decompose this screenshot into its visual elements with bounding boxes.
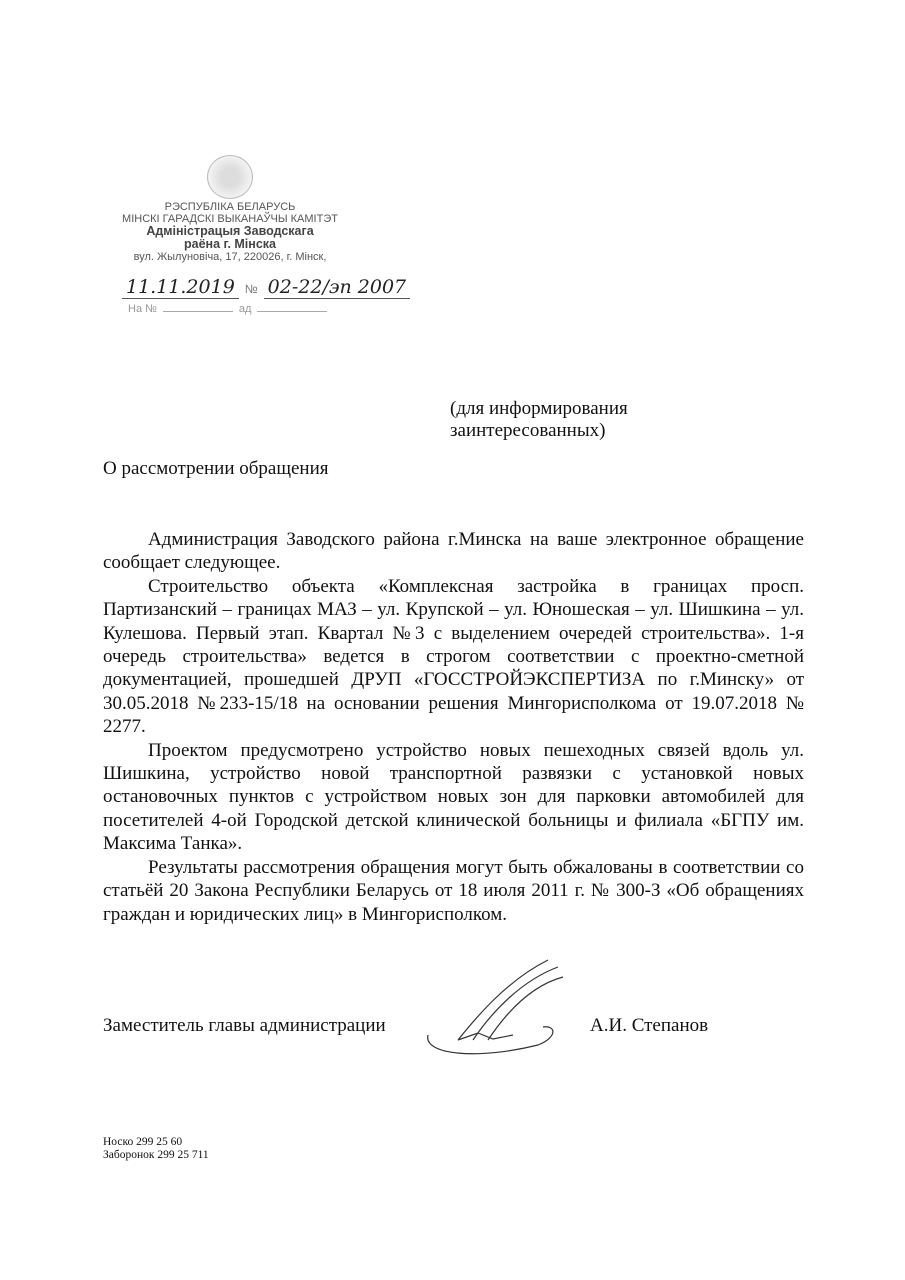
registration-line [122, 276, 410, 298]
letterhead-committee: МІНСКІ ГАРАДСКІ ВЫКАНАЎЧЫ КАМІТЭТ [122, 213, 338, 225]
subject: О рассмотрении обращения [103, 458, 329, 479]
paragraph: Проектом предусмотрено устройство новых пешеходных связей вдоль ул. Шишкина, устройство новой транспортной развязки с установкой новых остановочных пунктов с устройством новых зон для парковки автомобилей для посетителей 4-ой Городской детской клинической больницы и филиала «БГПУ им. Максима Танка». [103, 739, 804, 855]
letterhead [105, 155, 355, 263]
letterhead-country: РЭСПУБЛІКА БЕЛАРУСЬ [164, 201, 296, 213]
registration-date: 11.11.2019 [122, 276, 239, 299]
paragraph: Результаты рассмотрения обращения могут быть обжалованы в соответствии со статьёй 20 Закона Республики Беларусь от 18 июля 2011 г. № 300-З «Об обращениях граждан и юридических лиц» в Мингорисполком. [103, 856, 804, 925]
coat-of-arms-emblem [207, 155, 253, 199]
handwritten-signature [418, 955, 568, 1065]
paragraph: Администрация Заводского района г.Минска на ваше электронное обращение сообщает следующее. [103, 529, 804, 574]
signatory-name: А.И. Степанов [590, 1015, 709, 1036]
paragraph: Строительство объекта «Комплексная застройка в границах просп. Партизанский – границах МАЗ – ул. Крупской – ул. Юношеская – ул. Шишкина – ул. Кулешова. Первый этап. Квартал №3 с выделением очередей строительства». 1-я очередь строительства» ведется в строгом соответствии с проектно-сметной документацией, прошедшей ДРУП «ГОССТРОЙЭКСПЕРТИЗА по г.Минску» от 30.05.2018 №233-15/18 на основании решения Мингорисполкома от 19.07.2018 № 2277. [103, 575, 804, 738]
reply-of-label: ад [238, 303, 252, 315]
letterhead-district: раёна г. Мінска [183, 237, 276, 251]
contact-line: Заборонок 299 25 711 [103, 1148, 209, 1161]
registration-number: 02-22/эп 2007 [264, 276, 410, 299]
letterhead-administration: Адміністрацыя Заводскага [146, 224, 314, 238]
recipient [450, 398, 628, 442]
letterhead-address: вул. Жылуновіча, 17, 220026, г. Мінск, [133, 251, 327, 263]
contacts [103, 1136, 209, 1161]
reply-number-blank [163, 311, 233, 312]
number-label: № [244, 282, 258, 296]
signature-block [103, 1015, 743, 1037]
reply-to-line [128, 303, 333, 315]
reply-number-label: На № [128, 303, 157, 315]
contact-line: Носко 299 25 60 [103, 1136, 183, 1148]
recipient-line: заинтересованных) [450, 420, 606, 441]
recipient-line: (для информирования [450, 398, 628, 419]
letter-body [103, 528, 804, 926]
signatory-position: Заместитель главы администрации [103, 1015, 386, 1036]
reply-date-blank [257, 311, 327, 312]
